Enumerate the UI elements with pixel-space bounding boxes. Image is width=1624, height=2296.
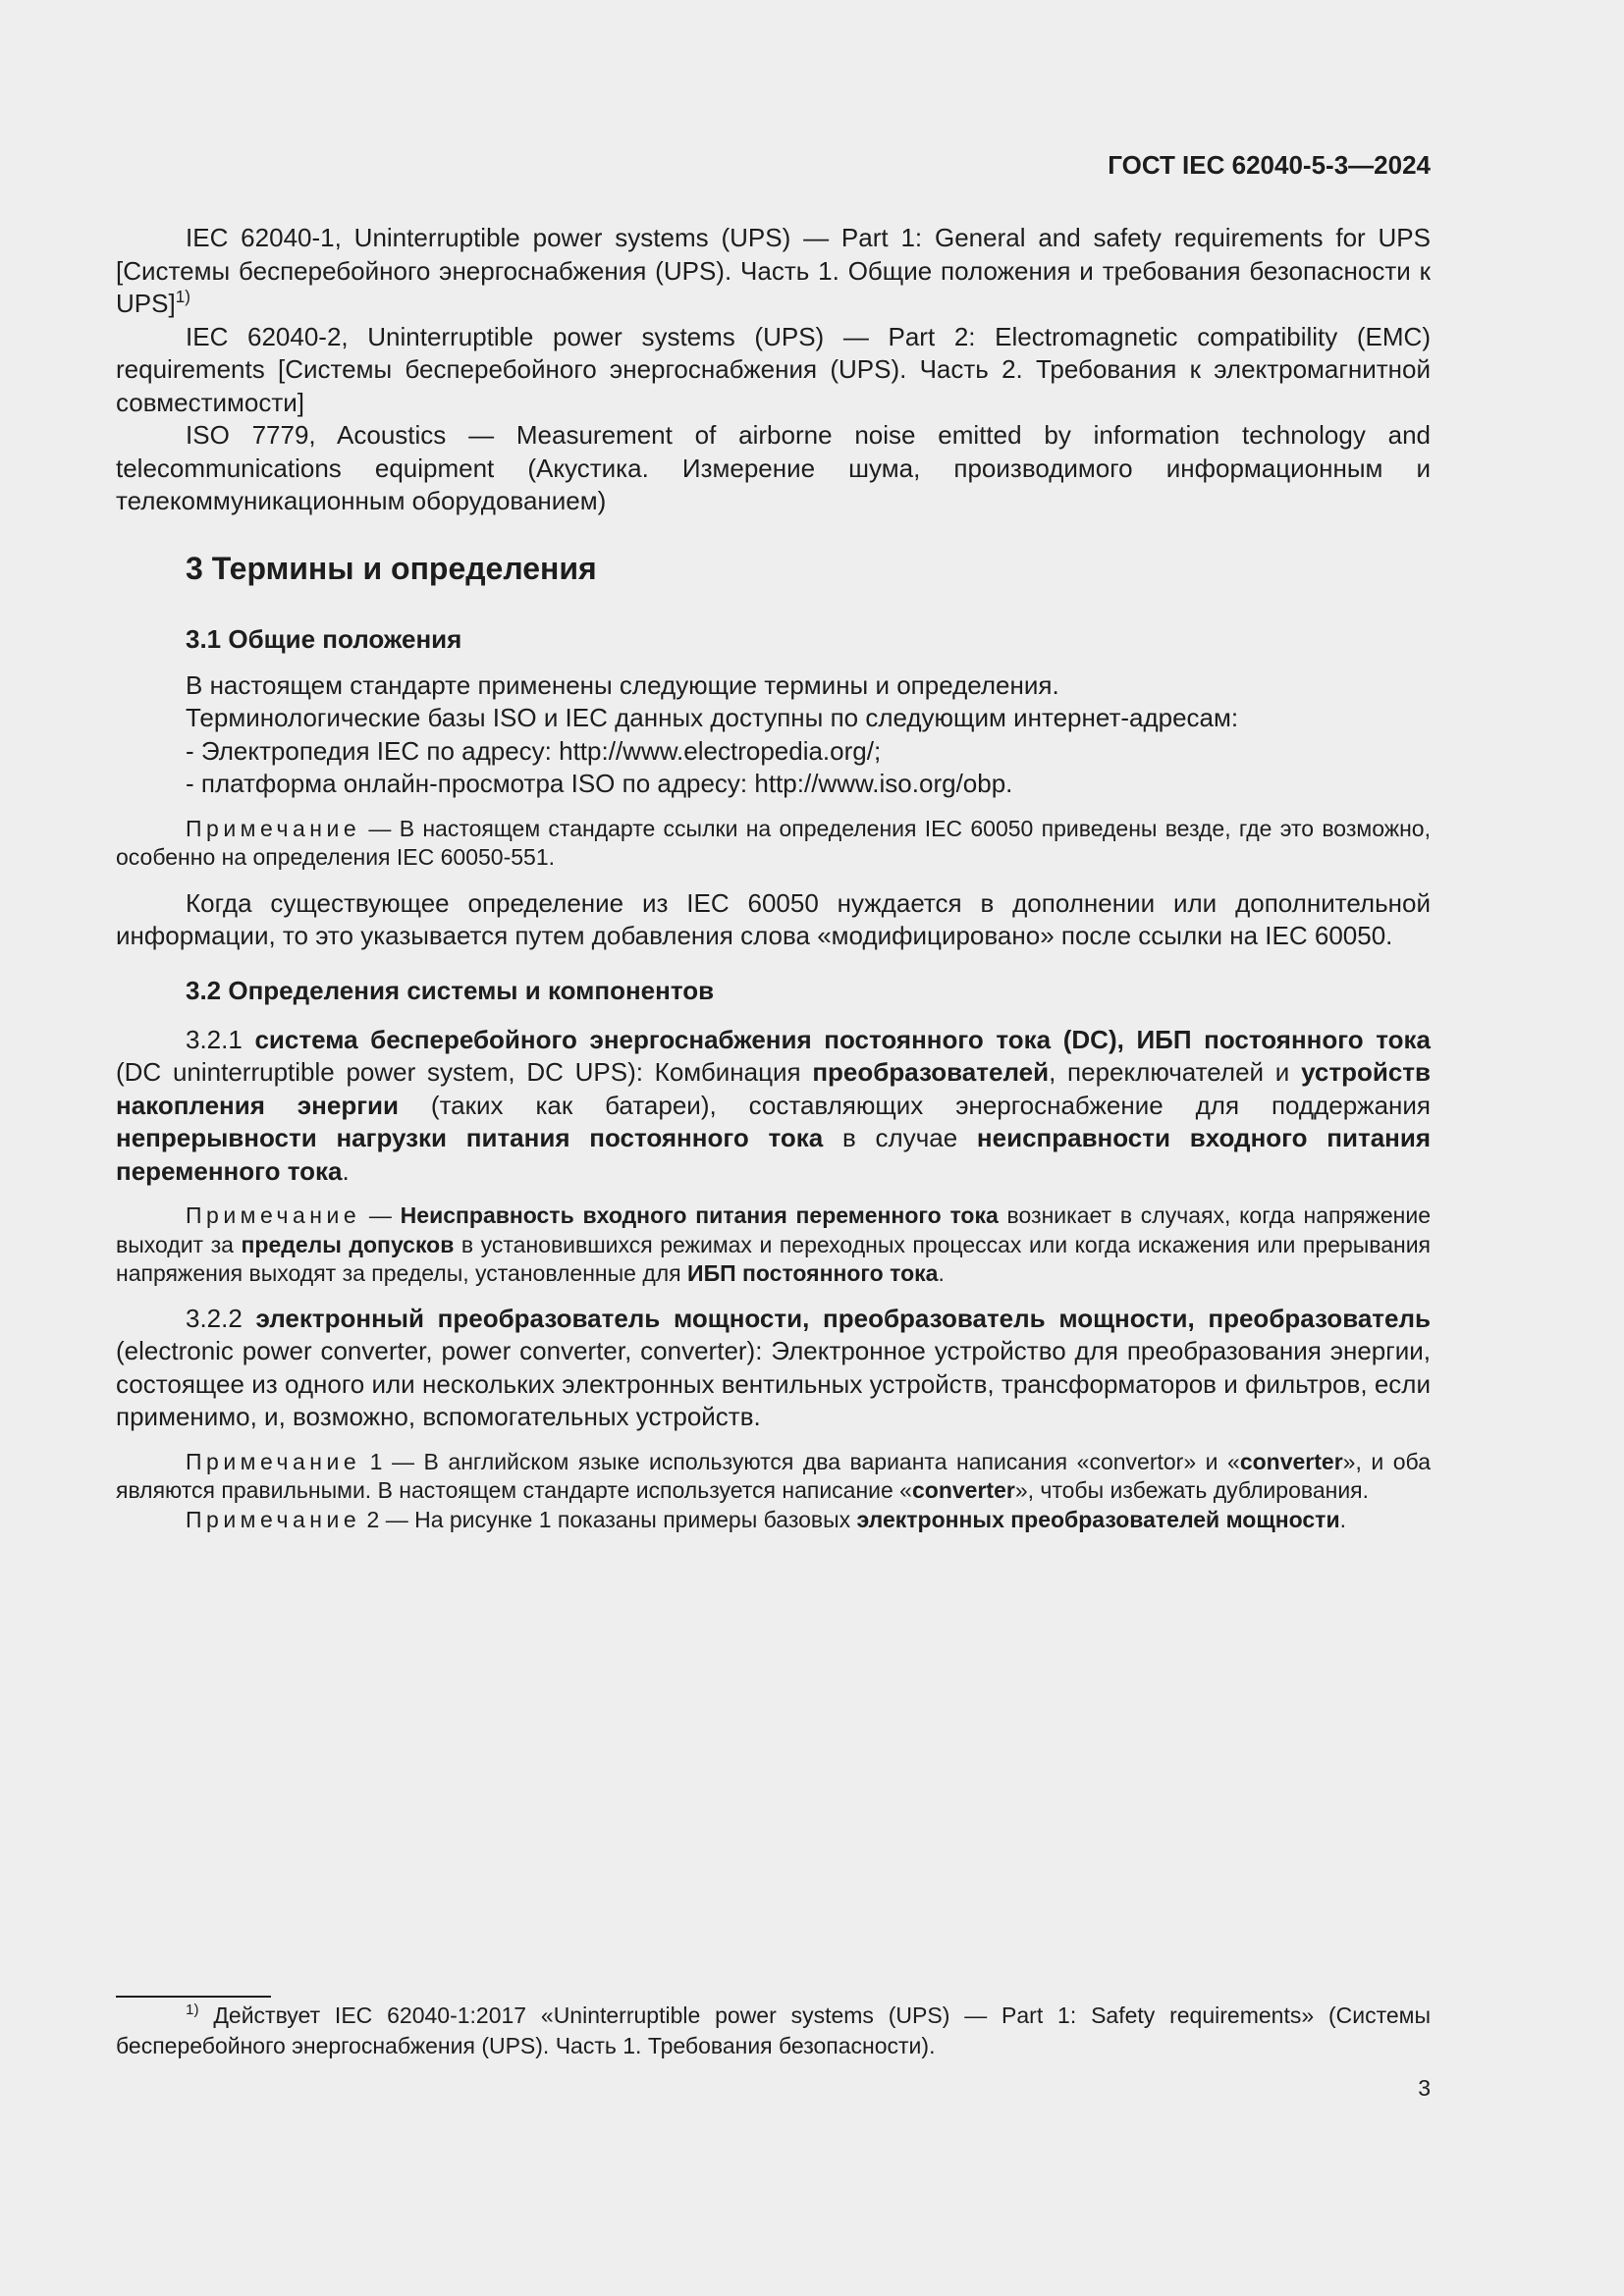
definition-3-2-2-note-2 (116, 1506, 1431, 1535)
bold-term: преобразователей (812, 1057, 1050, 1087)
bold-term: Неисправность входного питания переменного тока (400, 1202, 999, 1228)
reference-iec-62040-1 (116, 222, 1431, 321)
footnote-separator (116, 1996, 271, 1998)
text-run: 1 — В английском языке используются два варианта написания «convertor» и « (360, 1448, 1240, 1474)
definition-3-2-2 (116, 1303, 1431, 1434)
bold-term: устройств накопления энергии (116, 1057, 1431, 1120)
section-3-heading: 3 Термины и определения (186, 550, 597, 586)
section-3-2-heading: 3.2 Определения системы и компонентов (186, 975, 715, 1005)
text-run: ISO 7779, Acoustics — Measurement of airborne noise emitted by information technology and telecommunications equipment (Акустика. Измерение шума, производимого информационным и телекоммуникационным оборудованием) (116, 420, 1431, 515)
definition-3-2-2-note-1 (116, 1448, 1431, 1506)
footnote-marker: 1) (186, 2002, 199, 2019)
text-run: IEC 62040-2, Uninterruptible power systems (UPS) — Part 2: Electromagnetic compatibility (EMC) requirements [Системы бесперебойного энергоснабжения (UPS). Часть 2. Требования к электромагнитной совместимости] (116, 321, 1431, 417)
page-number: 3 (1418, 2075, 1431, 2101)
text-run: возникает в случаях, когда напряжение выходит за (116, 1202, 1432, 1257)
s31-paragraph (116, 887, 1431, 953)
s31-line-iso-obp: - платформа онлайн-просмотра ISO по адресу: http://www.iso.org/obp. (186, 769, 1013, 798)
text-run: (таких как батареи), составляющих энергоснабжение для поддержания (399, 1090, 1431, 1120)
reference-iso-7779 (116, 419, 1431, 518)
bold-term: непрерывности нагрузки питания постоянного тока (116, 1123, 824, 1152)
text-run: . (342, 1155, 350, 1186)
bold-term: converter (911, 1477, 1015, 1503)
note-label: Примечание (186, 1448, 361, 1474)
reference-iec-62040-2 (116, 321, 1431, 420)
note-label: Примечание (186, 815, 361, 841)
text-run: — (360, 1202, 401, 1228)
bold-term: система бесперебойного энергоснабжения постоянного тока (DC), ИБП постоянного тока (254, 1024, 1431, 1054)
text-run: », и оба являются правильными. В настоящем стандарте используется написание « (116, 1448, 1431, 1503)
footnote-marker: 1) (175, 287, 190, 307)
bold-term: неисправности входного питания переменного тока (116, 1123, 1432, 1186)
s31-note (116, 815, 1431, 873)
s31-line-1: В настоящем стандарте применены следующие термины и определения. (186, 669, 1059, 700)
text-run: в установившихся режимах и переходных процессах или когда искажения или прерывания напряжения выходят за пределы, установленные для (116, 1231, 1432, 1286)
text-run: . (938, 1260, 945, 1286)
definition-3-2-1-note (116, 1201, 1431, 1289)
text-run: (DC uninterruptible power system, DC UPS): Комбинация (116, 1057, 813, 1087)
definition-3-2-1 (116, 1024, 1431, 1189)
text-run: 3.2.2 (186, 1303, 256, 1333)
document-code-header: ГОСТ IEC 62040-5-3—2024 (1108, 150, 1431, 180)
text-run: (electronic power converter, power converter, converter): Электронное устройство для преобразования энергии, состоящее из одного или нескольких электронных вентильных устройств, трансформаторов и фильтров, если применимо, и, возможно, вспомогательных устройств. (116, 1336, 1431, 1431)
text-run: 2 — На рисунке 1 показаны примеры базовых (360, 1506, 857, 1532)
text-run: — В настоящем стандарте ссылки на определения IEC 60050 приведены везде, где это возможно, особенно на определения IEC 60050-551. (116, 815, 1431, 870)
note-label: Примечание (186, 1202, 361, 1228)
s31-line-electropedia: - Электропедия IEC по адресу: http://www.electropedia.org/; (186, 735, 882, 766)
document-body (116, 222, 1431, 1534)
bold-term: converter (1239, 1448, 1343, 1474)
bold-term: электронный преобразователь мощности, преобразователь мощности, преобразователь (255, 1303, 1431, 1333)
text-run: . (1339, 1506, 1346, 1532)
bold-term: ИБП постоянного тока (687, 1260, 939, 1286)
note-label: Примечание (186, 1506, 361, 1532)
section-3-1-heading: 3.1 Общие положения (186, 623, 462, 654)
text-run: Когда существующее определение из IEC 60050 нуждается в дополнении или дополнительной информации, то это указывается путем добавления слова «модифицировано» после ссылки на IEC 60050. (116, 887, 1431, 950)
text-run: 3.2.1 (186, 1024, 255, 1054)
text-run: », чтобы избежать дублирования. (1014, 1477, 1370, 1503)
bold-term: электронных преобразователей мощности (856, 1506, 1340, 1532)
s31-line-2: Терминологические базы ISO и IEC данных доступны по следующим интернет-адресам: (186, 703, 1239, 732)
bold-term: пределы допусков (241, 1231, 455, 1257)
text-run: , переключателей и (1049, 1057, 1302, 1087)
text-run: IEC 62040-1, Uninterruptible power systems (UPS) — Part 1: General and safety requirements for UPS [Системы бесперебойного энергоснабжения (UPS). Часть 1. Общие положения и требования безопасности к UPS] (116, 223, 1431, 318)
footnote-1 (116, 2001, 1431, 2061)
text-run: Действует IEC 62040-1:2017 «Uninterruptible power systems (UPS) — Part 1: Safety requirements» (Системы бесперебойного энергоснабжения (UPS). Часть 1. Требования безопасности). (116, 2002, 1431, 2058)
text-run: в случае (823, 1123, 977, 1152)
